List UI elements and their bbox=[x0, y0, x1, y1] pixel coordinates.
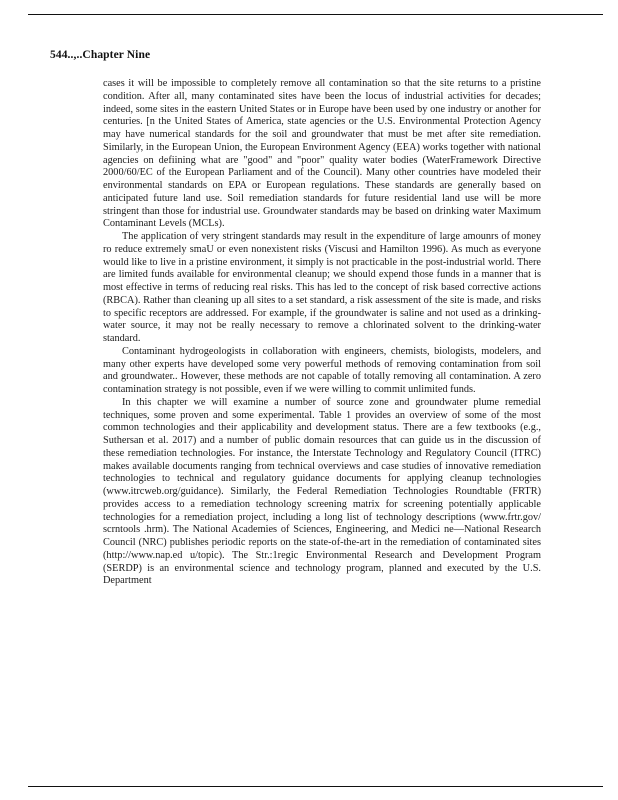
paragraph-1: cases it will be impossible to completely remove all contamination so that the site returns to a pristine condition. After all, many contaminated sites have been the locus of industrial activities for decades; indeed, some sites in the eastern United States or in Europe have been used by one industry or another for centuries. [n the United States of America, state agencies or the U.S. Environmental Protection Agency may have numerical standards for the soil and groundwater that must be met after site remediation. Similarly, in the European Union, the European Environment Agency (EEA) works together with national agencies on defiining what are "good" and "poor" quality water bodies (WaterFramework Directive 2000/60/EC of the European Parliament and of the Council). Many other countries have modeled their environmental standards on EPA or European regulations. These standards are generally based on anticipated future land use. Soil remediation standards for future residential land use will be more stringent than those for industrial use. Groundwater standards may be based on drinking water Maximum Contaminant Levels (MCLs). bbox=[103, 78, 541, 230]
body-text bbox=[103, 78, 541, 588]
paragraph-3: Contaminant hydrogeologists in collaboration with engineers, chemists, biologists, modelers, and many other experts have developed some very powerful methods of removing contamination from soil and groundwater.. However, these methods are not capable of totally removing all contamination. A zero contamination strategy is not possible, even if we were willing to commit unlimited funds. bbox=[103, 345, 541, 395]
paragraph-2: The application of very stringent standards may result in the expenditure of large amounrs of money ro reduce extremely smaU or even nonexistent risks (Viscusi and Hamilton 1996). As much as everyone would like to live in a pristine environment, it simply is not practicable in the post-industrial world. There are limited funds available for environmental cleanup; we should expend those funds in a manner that is most effective in terms of reducing real risks. This has led to the concept of risk based corrective actions (RBCA). Rather than cleaning up all sites to a set standard, a risk assessment of the site is made, and risks to specific receptors are addressed. For example, if the groundwater is saline and not used as a drinking-water source, it may not be really necessary to remove a chlorinated solvent to the drinking-water standard. bbox=[103, 231, 541, 344]
paragraph-4: In this chapter we will examine a number of source zone and groundwater plume remedial techniques, some proven and some experimental. Table 1 provides an overview of some of the most common technologies and their applicability and development status. There are a few textbooks (e.g., Suthersan et al. 2017) and a number of public domain resources that can guide us in the discussion of these remediation technologies. For instance, the Interstate Technology and Regulatory Council (ITRC) makes available documents ranging from technical overviews and case studies of innovative remediation technologies to technical and regulatory guidance documents for applying cleanup technologies (www.itrcweb.org/guidance). Similarly, the Federal Remediation Technologies Roundtable (FRTR) provides access to a remediation technology screening matrix for screening potentially applicable technologies for a remediation project, including a long list of technology descriptions (www.frtr.gov/ scrntools .hrm). The National Academies of Sciences, Engineering, and Medici ne—National Research Council (NRC) publishes periodic reports on the state-of-the-art in the remediation of contaminated sites (http://www.nap.ed u/topic). The Str.:1regic Environmental Research and Development Program (SERDP) is an environmental science and technology program, planned and executed by the U.S. Department bbox=[103, 396, 541, 587]
top-rule bbox=[28, 14, 603, 15]
running-head: 544..,..Chapter Nine bbox=[50, 49, 151, 61]
bottom-rule bbox=[28, 786, 603, 787]
